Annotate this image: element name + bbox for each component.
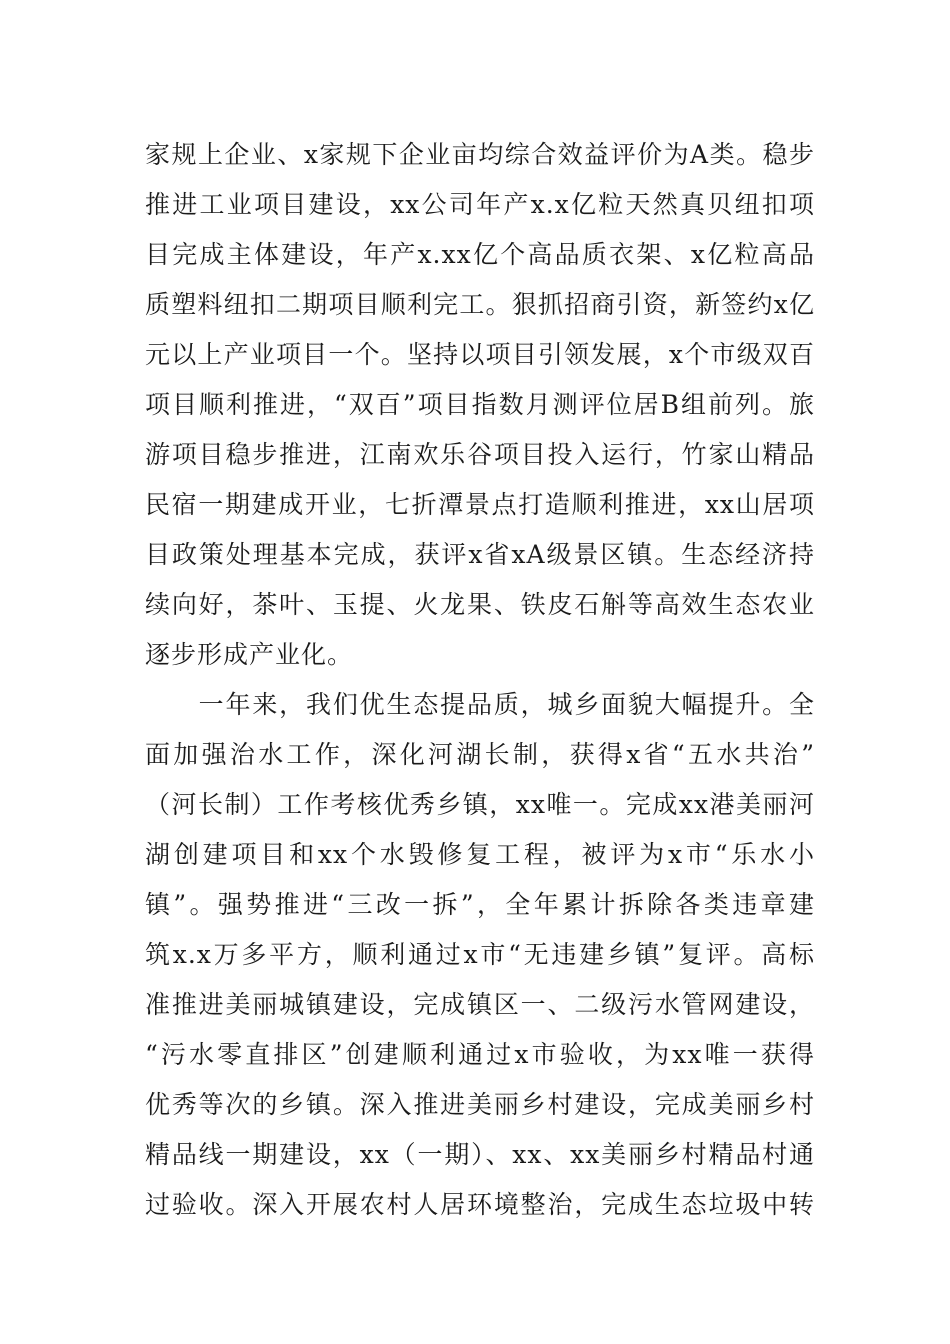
- text-line: 准推进美丽城镇建设，完成镇区一、二级污水管网建设，: [145, 990, 815, 1019]
- text-line: 项目顺利推进，“双百”项目指数月测评位居B组前列。旅: [145, 390, 815, 419]
- text-line: 家规上企业、x家规下企业亩均综合效益评价为A类。稳步: [145, 140, 815, 169]
- paragraph: [145, 130, 815, 680]
- text-line: 民宿一期建成开业，七折潭景点打造顺利推进，xx山居项: [145, 490, 815, 519]
- text-line: 游项目稳步推进，江南欢乐谷项目投入运行，竹家山精品: [145, 440, 815, 469]
- text-line: 面加强治水工作，深化河湖长制，获得x省“五水共治”: [145, 740, 815, 769]
- text-line: 湖创建项目和xx个水毁修复工程，被评为x市“乐水小: [145, 840, 815, 869]
- text-line: 目政策处理基本完成，获评x省xA级景区镇。生态经济持: [145, 540, 815, 569]
- text-line: 目完成主体建设，年产x.xx亿个高品质衣架、x亿粒高品: [145, 240, 815, 269]
- text-line: 质塑料纽扣二期项目顺利完工。狠抓招商引资，新签约x亿: [145, 290, 815, 319]
- text-line: 元以上产业项目一个。坚持以项目引领发展，x个市级双百: [145, 340, 815, 369]
- text-line: 精品线一期建设，xx（一期）、xx、xx美丽乡村精品村通: [145, 1140, 815, 1169]
- text-line: 过验收。深入开展农村人居环境整治，完成生态垃圾中转: [145, 1190, 815, 1219]
- text-line: 优秀等次的乡镇。深入推进美丽乡村建设，完成美丽乡村: [145, 1090, 815, 1119]
- paragraph: [145, 680, 815, 1230]
- text-line: 镇”。强势推进“三改一拆”，全年累计拆除各类违章建: [145, 890, 815, 919]
- text-line: 筑x.x万多平方，顺利通过x市“无违建乡镇”复评。高标: [145, 940, 815, 969]
- text-line: 推进工业项目建设，xx公司年产x.x亿粒天然真贝纽扣项: [145, 190, 815, 219]
- text-line: “污水零直排区”创建顺利通过x市验收，为xx唯一获得: [145, 1040, 815, 1069]
- body-text: [145, 130, 815, 1230]
- text-line: （河长制）工作考核优秀乡镇，xx唯一。完成xx港美丽河: [145, 790, 815, 819]
- text-line: 一年来，我们优生态提品质，城乡面貌大幅提升。全: [145, 690, 815, 719]
- text-line: 逐步形成产业化。: [145, 640, 354, 669]
- text-line: 续向好，茶叶、玉提、火龙果、铁皮石斛等高效生态农业: [145, 590, 815, 619]
